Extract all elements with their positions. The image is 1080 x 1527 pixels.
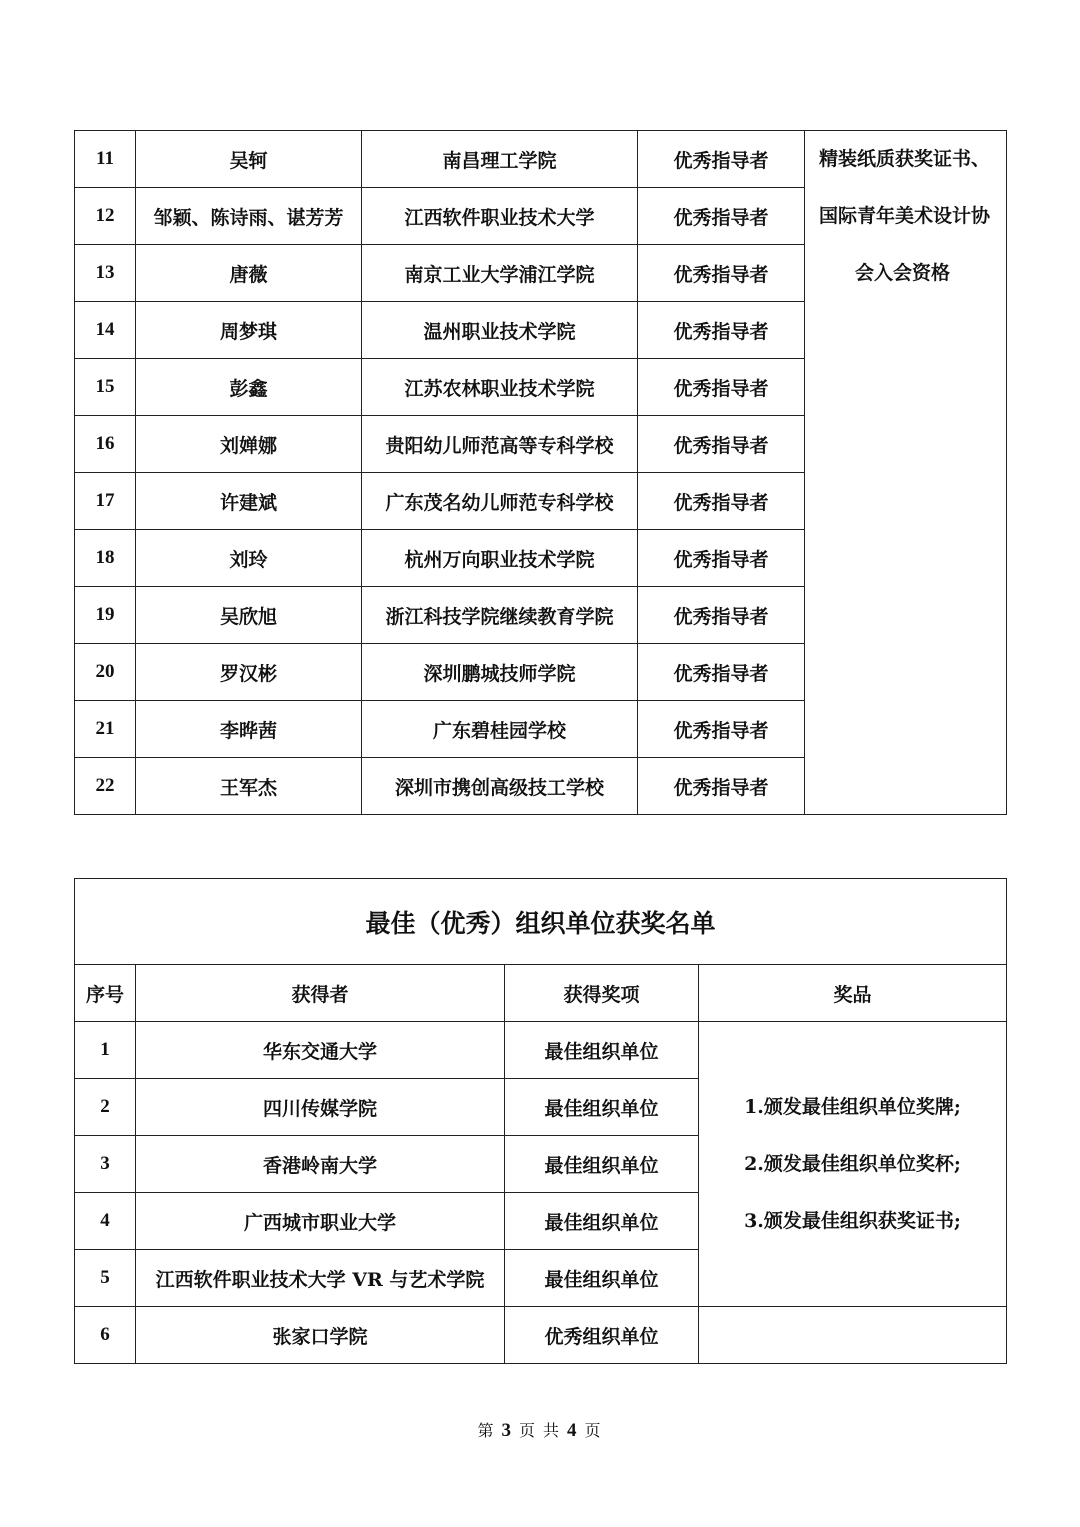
row-number: 2 [75,1079,136,1136]
row-winner: 香港岭南大学 [136,1136,505,1193]
prize-line: 精装纸质获奖证书、 [819,148,991,170]
row-name: 唐薇 [136,245,362,302]
row-school: 广东茂名幼儿师范专科学校 [362,473,638,530]
row-award: 优秀指导者 [638,302,805,359]
row-number: 15 [75,359,136,416]
footer-page: 3 [501,1420,513,1441]
row-number: 21 [75,701,136,758]
row-winner: 张家口学院 [136,1307,505,1364]
row-number: 16 [75,416,136,473]
row-winner: 华东交通大学 [136,1022,505,1079]
row-award: 最佳组织单位 [505,1193,699,1250]
table-title: 最佳（优秀）组织单位获奖名单 [75,879,1007,965]
row-school: 温州职业技术学院 [362,302,638,359]
row-name: 许建斌 [136,473,362,530]
row-award: 优秀指导者 [638,359,805,416]
prize-line: 1.颁发最佳组织单位奖牌; [744,1095,961,1118]
row-number: 4 [75,1193,136,1250]
header-no: 序号 [75,965,136,1022]
footer-mid2: 共 [543,1421,562,1440]
row-winner: 广西城市职业大学 [136,1193,505,1250]
prize-line: 国际青年美术设计协 [819,205,991,227]
row-award: 最佳组织单位 [505,1079,699,1136]
row-award: 最佳组织单位 [505,1250,699,1307]
row-school: 深圳鹏城技师学院 [362,644,638,701]
row-name: 周梦琪 [136,302,362,359]
footer-suffix: 页 [584,1421,603,1440]
row-school: 广东碧桂园学校 [362,701,638,758]
row-winner: 四川传媒学院 [136,1079,505,1136]
row-name: 刘婵娜 [136,416,362,473]
row-school: 深圳市携创高级技工学校 [362,758,638,815]
prize-line: 3.颁发最佳组织获奖证书; [744,1209,961,1232]
row-number: 12 [75,188,136,245]
row-award: 优秀指导者 [638,758,805,815]
guide-award-table [74,130,1007,815]
page-footer [0,1418,1080,1442]
row-school: 贵阳幼儿师范高等专科学校 [362,416,638,473]
prize-line: 会入会资格 [855,262,951,284]
row-award: 最佳组织单位 [505,1136,699,1193]
row-award: 优秀指导者 [638,416,805,473]
row-number: 13 [75,245,136,302]
row-school: 浙江科技学院继续教育学院 [362,587,638,644]
row-number: 18 [75,530,136,587]
row-award: 优秀指导者 [638,644,805,701]
table-row [75,1307,1007,1364]
row-number: 19 [75,587,136,644]
row-name: 吴欣旭 [136,587,362,644]
row-number: 1 [75,1022,136,1079]
row-name: 罗汉彬 [136,644,362,701]
row-award: 优秀指导者 [638,701,805,758]
prize-cell-empty [699,1307,1007,1364]
row-name: 彭鑫 [136,359,362,416]
table-row [75,131,1007,188]
header-winner: 获得者 [136,965,505,1022]
row-school: 南昌理工学院 [362,131,638,188]
row-number: 6 [75,1307,136,1364]
row-award: 优秀指导者 [638,131,805,188]
row-number: 3 [75,1136,136,1193]
row-number: 17 [75,473,136,530]
prize-cell [699,1022,1007,1307]
row-school: 南京工业大学浦江学院 [362,245,638,302]
row-name: 吴轲 [136,131,362,188]
footer-mid1: 页 [518,1421,537,1440]
row-name: 刘玲 [136,530,362,587]
row-number: 5 [75,1250,136,1307]
row-name: 李晔茜 [136,701,362,758]
row-school: 江西软件职业技术大学 [362,188,638,245]
footer-prefix: 第 [477,1421,496,1440]
row-number: 14 [75,302,136,359]
row-winner: 江西软件职业技术大学 VR 与艺术学院 [136,1250,505,1307]
row-award: 最佳组织单位 [505,1022,699,1079]
row-award: 优秀指导者 [638,530,805,587]
table-row [75,1022,1007,1079]
row-name: 邹颖、陈诗雨、谌芳芳 [136,188,362,245]
row-number: 11 [75,131,136,188]
prize-cell [805,131,1007,815]
row-award: 优秀指导者 [638,188,805,245]
prize-line: 2.颁发最佳组织单位奖杯; [744,1152,961,1175]
header-award: 获得奖项 [505,965,699,1022]
row-award: 优秀指导者 [638,245,805,302]
footer-total: 4 [567,1420,579,1441]
organization-award-table [74,878,1007,1364]
row-award: 优秀指导者 [638,473,805,530]
row-award: 优秀指导者 [638,587,805,644]
row-school: 杭州万向职业技术学院 [362,530,638,587]
row-number: 22 [75,758,136,815]
row-school: 江苏农林职业技术学院 [362,359,638,416]
row-number: 20 [75,644,136,701]
row-award: 优秀组织单位 [505,1307,699,1364]
row-name: 王军杰 [136,758,362,815]
header-prize: 奖品 [699,965,1007,1022]
